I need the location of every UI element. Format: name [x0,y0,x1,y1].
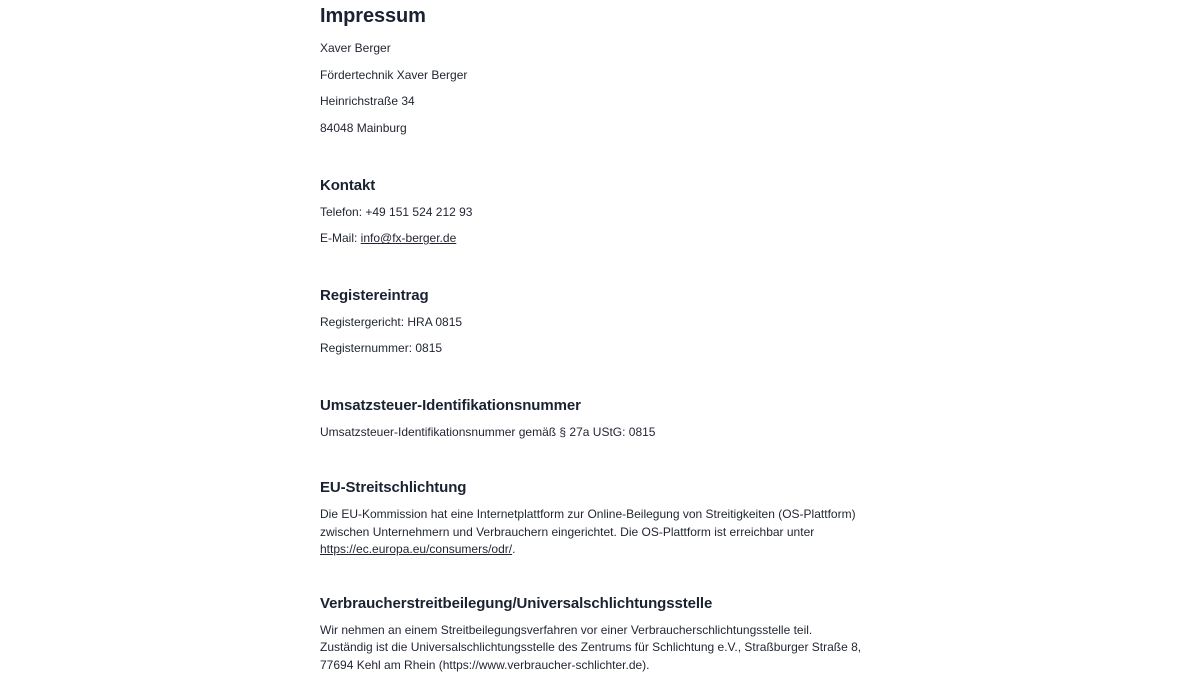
register-court: Registergericht: HRA 0815 [320,314,463,329]
owner-name: Xaver Berger [320,41,391,55]
eu-dispute-text [320,506,865,559]
email-label: E-Mail: [320,231,361,246]
eu-dispute-body: Die EU-Kommission hat eine Internetplattform zur Online-Beilegung von Streitigkeiten (OS-Plattform) zwischen Unternehmern und Verbrauchern eingerichtet. Die OS-Plattform ist erreichbar unter [320,507,856,539]
postal-city: 84048 Mainburg [320,121,407,136]
page-title: Impressum [320,5,426,27]
register-heading: Registereintrag [320,286,429,304]
email-line [320,230,865,248]
vat-heading: Umsatzsteuer-Identifikationsnummer [320,396,581,414]
consumer-dispute-text: Wir nehmen an einem Streitbeilegungsverfahren vor einer Verbraucherschlichtungsstelle teil. Zuständig ist die Universalschlichtungsstelle des Zentrums für Schlichtung e.V., Straßburger Straße 8, 77694 Kehl am Rhein (https://www.verbraucher-schlichter.de). [320,622,862,672]
kontakt-section [320,176,865,248]
consumer-dispute-section [320,594,865,675]
vat-text: Umsatzsteuer-Identifikationsnummer gemäß § 27a UStG: 0815 [320,424,656,439]
vat-section [320,396,865,442]
odr-link[interactable]: https://ec.europa.eu/consumers/odr/ [320,542,513,557]
company-name: Fördertechnik Xaver Berger [320,67,468,82]
imprint-content [320,0,865,674]
consumer-dispute-heading: Verbraucherstreitbeilegung/Universalschlichtungsstelle [320,594,713,612]
eu-dispute-period: . [512,542,516,557]
street-address: Heinrichstraße 34 [320,94,415,109]
phone-line: Telefon: +49 151 524 212 93 [320,204,473,219]
eu-dispute-section [320,478,865,559]
kontakt-heading: Kontakt [320,176,376,194]
impressum-section [320,0,865,138]
register-section [320,286,865,358]
email-link[interactable]: info@fx-berger.de [360,231,457,246]
register-number: Registernummer: 0815 [320,341,443,356]
eu-dispute-heading: EU-Streitschlichtung [320,479,467,497]
